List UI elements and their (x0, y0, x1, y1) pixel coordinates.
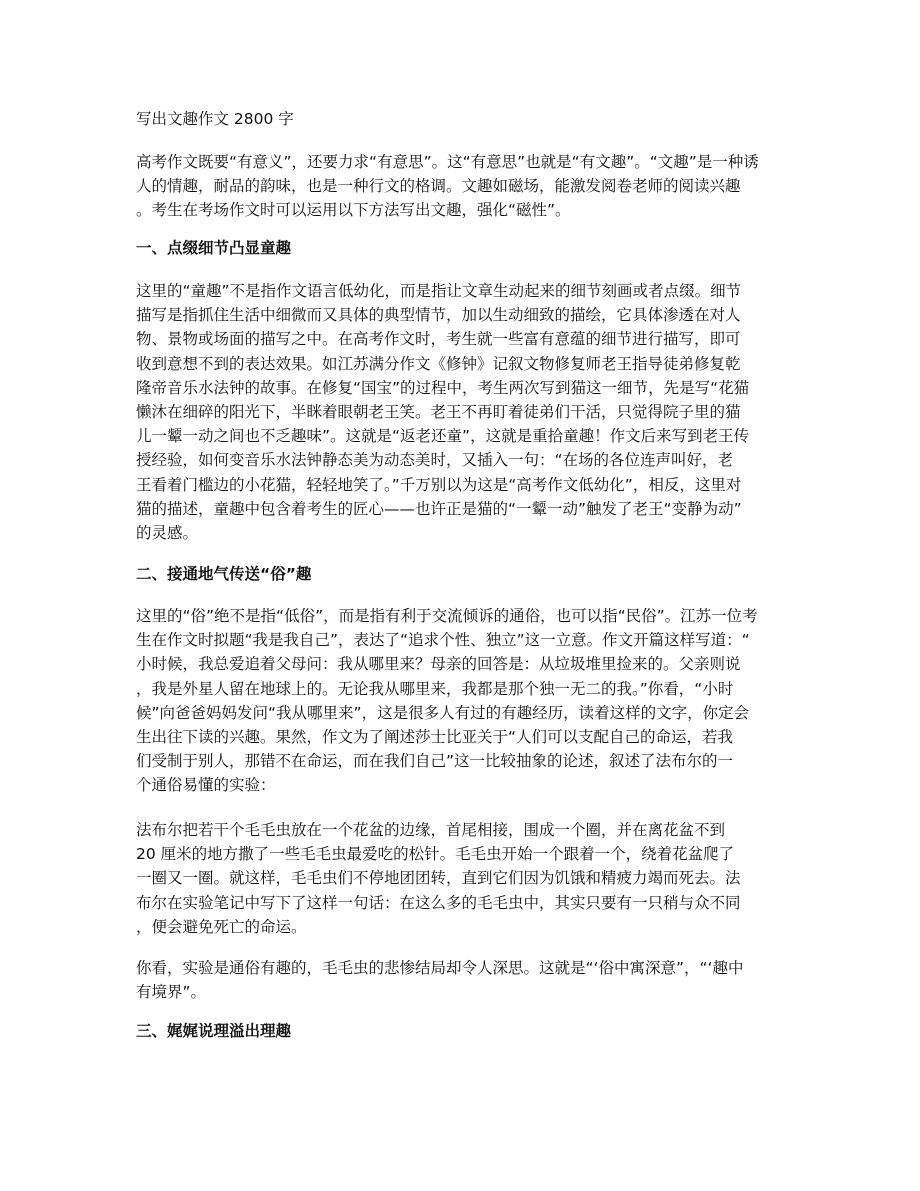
paragraph-line: 布尔在实验笔记中写下了这样一句话：在这么多的毛毛虫中，其实只要有一只稍与众不同 (136, 893, 741, 912)
paragraph-line: 物、景物或场面的描写之中。在高考作文时，考生就一些富有意蕴的细节进行描写，即可 (136, 330, 741, 349)
section-heading-1: 一、点缀细节凸显童趣 (136, 239, 292, 257)
paragraph-line: ，我是外星人留在地球上的。无论我从哪里来，我都是那个独一无二的我。”你看，“小时 (136, 679, 734, 698)
paragraph-line: 人的情趣，耐品的韵味，也是一种行文的格调。文趣如磁场，能激发阅卷老师的阅读兴趣 (136, 177, 741, 196)
paragraph-line: 法布尔把若干个毛毛虫放在一个花盆的边缘，首尾相接，围成一个圈，并在离花盆不到 (136, 821, 726, 839)
paragraph-line: 授经验，如何变音乐水法钟静态美为动态美时，又插入一句：“在场的各位连声叫好，老 (136, 451, 734, 470)
paragraph-line: 儿一颦一动之间也不乏趣味”。这就是“返老还童”，这就是重拾童趣！作文后来写到老王传 (136, 427, 750, 446)
paragraph-line: 20 厘米的地方撒了一些毛毛虫最爱吃的松针。毛毛虫开始一个跟着一个，绕着花盆爬了 (136, 845, 735, 864)
paragraph-line: 高考作文既要“有意义”，还要力求“有意思”。这“有意思”也就是“有文趣”。“文趣”是一种诱 (136, 153, 759, 171)
paragraph-line: 收到意想不到的表达效果。如江苏满分作文《修钟》记叙文物修复师老王指导徒弟修复乾 (136, 354, 741, 373)
document-title: 写出文趣作文 2800 字 (136, 110, 294, 128)
paragraph-line: ，便会避免死亡的命运。 (136, 917, 307, 936)
paragraph-line: 生在作文时拟题“我是我自己”，表达了“追求个性、独立”这一立意。作文开篇这样写道：“ (136, 631, 750, 650)
paragraph-line: 们受制于别人，那错不在命运，而在我们自己”这一比较抽象的论述，叙述了法布尔的一 (136, 752, 734, 771)
paragraph-line: 王看着门槛边的小花猫，轻轻地笑了。”千万别以为这是“高考作文低幼化”，相反，这里对 (136, 475, 742, 494)
section1-paragraph (136, 279, 784, 545)
paragraph-line: 一圈又一圈。就这样，毛毛虫们不停地团团转，直到它们因为饥饿和精疲力竭而死去。法 (136, 869, 741, 888)
section2-paragraph-3 (136, 956, 784, 1004)
paragraph-line: 隆帝音乐水法钟的故事。在修复“国宝”的过程中，考生两次写到猫这一细节，先是写“花猫 (136, 378, 750, 397)
section-heading-2: 二、接通地气传送“俗”趣 (136, 565, 312, 583)
paragraph-line: 这里的“童趣”不是指作文语言低幼化，而是指让文章生动起来的细节刻画或者点缀。细节 (136, 282, 742, 300)
paragraph-line: 的灵感。 (136, 524, 199, 543)
paragraph-line: 这里的“俗”绝不是指“低俗”，而是指有利于交流倾诉的通俗，也可以指“民俗”。江苏一位考 (136, 607, 758, 625)
paragraph-line: 生出往下读的兴趣。果然，作文为了阐述莎士比亚关于“人们可以支配自己的命运，若我 (136, 728, 734, 747)
paragraph-line: 猫的描述，童趣中包含着考生的匠心——也许正是猫的“一颦一动”触发了老王“变静为动” (136, 499, 742, 518)
paragraph-line: 。考生在考场作文时可以运用以下方法写出文趣，强化“磁性”。 (136, 201, 571, 220)
section2-paragraph-2 (136, 818, 784, 939)
section2-paragraph-1 (136, 604, 784, 798)
paragraph-line: 个通俗易懂的实验： (136, 776, 276, 795)
paragraph-line: 小时候，我总爱追着父母问：我从哪里来？母亲的回答是：从垃圾堆里捡来的。父亲则说 (136, 655, 741, 674)
paragraph-line: 有境界”。 (136, 983, 207, 1002)
paragraph-line: 描写是指抓住生活中细微而又具体的典型情节，加以生动细致的描绘，它具体渗透在对人 (136, 306, 741, 325)
intro-paragraph (136, 150, 784, 223)
paragraph-line: 候”向爸爸妈妈发问“我从哪里来”，这是很多人有过的有趣经历，读着这样的文字，你定会 (136, 703, 750, 722)
section-heading-3: 三、娓娓说理溢出理趣 (136, 1022, 292, 1040)
paragraph-line: 懒沐在细碎的阳光下，半眯着眼朝老王笑。老王不再盯着徒弟们干活，只觉得院子里的猫 (136, 403, 741, 422)
paragraph-line: 你看，实验是通俗有趣的，毛毛虫的悲惨结局却令人深思。这就是“‘俗中寓深意”，“‘趣中 (136, 959, 744, 977)
